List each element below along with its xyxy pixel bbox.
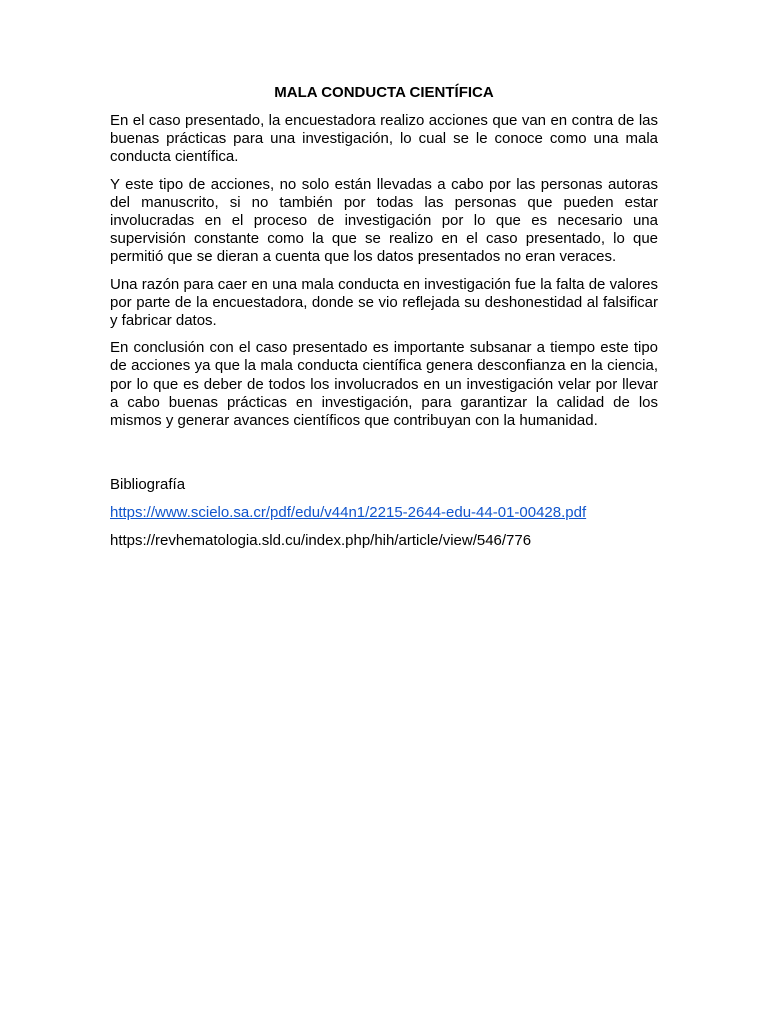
- document-page: [110, 84, 658, 560]
- reference-revhematologia: https://revhematologia.sld.cu/index.php/hih/article/view/546/776: [110, 532, 532, 550]
- paragraph-1: En el caso presentado, la encuestadora realizo acciones que van en contra de las buenas prácticas para una investigación, lo cual se le conoce como una mala conducta científica.: [110, 112, 658, 166]
- reference-link-scielo[interactable]: https://www.scielo.sa.cr/pdf/edu/v44n1/2215-2644-edu-44-01-00428.pdf: [110, 504, 587, 522]
- paragraph-3: Una razón para caer en una mala conducta en investigación fue la falta de valores por parte de la encuestadora, donde se vio reflejada su deshonestidad al falsificar y fabricar datos.: [110, 275, 658, 330]
- document-title: MALA CONDUCTA CIENTÍFICA: [274, 84, 494, 101]
- paragraph-4: En conclusión con el caso presentado es importante subsanar a tiempo este tipo de acciones ya que la mala conducta científica genera desconfianza en la ciencia, por lo que es deber de todos los involucrados en un investigación velar por llevar a cabo buenas prácticas en investigación, para garantizar la calidad de los mismos y generar avances científicos que contribuyan con la humanidad.: [110, 339, 658, 430]
- paragraph-2: Y este tipo de acciones, no solo están llevadas a cabo por las personas autoras del manuscrito, si no también por todas las personas que pueden estar involucradas en el proceso de investigación por lo que es necesario una supervisión constante como la que se realizo en el caso presentado, lo que permitió que se dieran a cuenta que los datos presentados no eran veraces.: [110, 175, 658, 266]
- bibliography-heading: Bibliografía: [110, 476, 186, 494]
